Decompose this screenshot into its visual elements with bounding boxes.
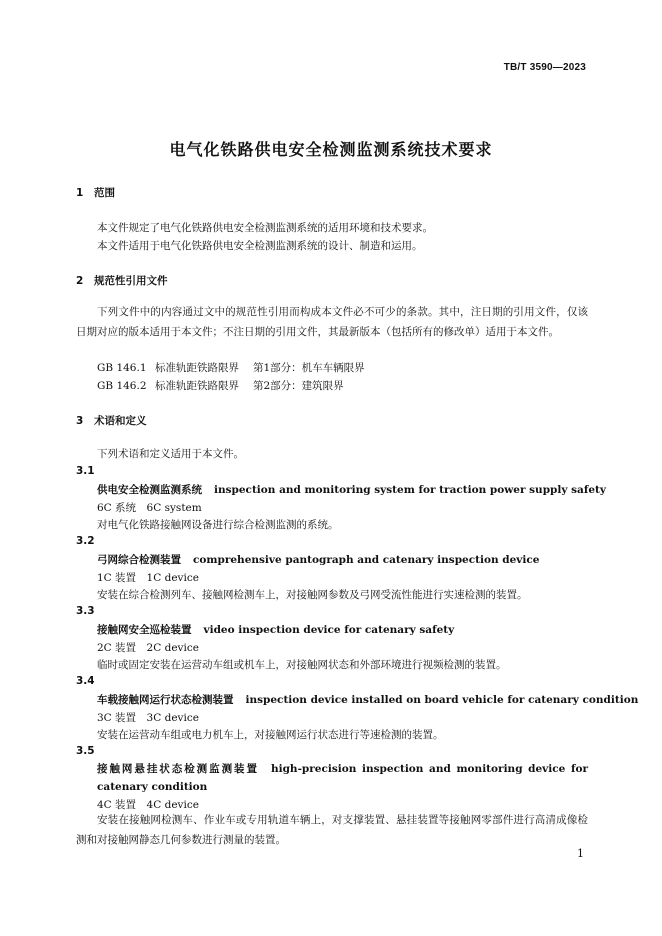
reference-code: GB 146.1	[97, 362, 147, 374]
reference-title: 标准轨距铁路限界	[155, 380, 239, 392]
term-cn: 接触网悬挂状态检测监测装置	[97, 763, 259, 775]
term-en: high-precision inspection and monitoring device for catenary condition	[97, 763, 588, 793]
term-abbreviation: 3C 装置 3C device	[97, 712, 199, 724]
section-title: 规范性引用文件	[94, 275, 168, 287]
term-heading	[97, 692, 638, 707]
document-title: 电气化铁路供电安全检测监测系统技术要求	[169, 140, 493, 159]
scope-paragraph: 本文件适用于电气化铁路供电安全检测监测系统的设计、制造和运用。	[97, 240, 423, 252]
term-definition: 安装在接触网检测车、作业车或专用轨道车辆上，对支撑装置、悬挂装置等接触网零部件进行高清成像检测和对接触网静态几何参数进行测量的装置。	[76, 814, 588, 846]
terms-intro: 下列术语和定义适用于本文件。	[97, 448, 244, 460]
term-cn: 弓网综合检测装置	[97, 554, 181, 566]
normative-intro: 下列文件中的内容通过文中的规范性引用而构成本文件必不可少的条款。其中，注日期的引用文件，仅该日期对应的版本适用于本文件；不注日期的引用文件，其最新版本（包括所有的修改单）适用于本文件。	[76, 306, 588, 338]
term-heading	[97, 552, 539, 567]
section-number: 3	[76, 415, 84, 427]
term-number: 3.1	[76, 465, 95, 477]
term-cn: 车载接触网运行状态检测装置	[97, 694, 234, 706]
section-1-heading	[76, 185, 115, 200]
term-heading	[97, 622, 454, 637]
page-number: 1	[577, 847, 584, 860]
section-2-heading	[76, 273, 168, 288]
reference-item	[97, 360, 365, 375]
term-abbreviation: 4C 装置 4C device	[97, 799, 199, 811]
reference-part: 第2部分：建筑限界	[253, 380, 344, 392]
term-abbreviation: 2C 装置 2C device	[97, 642, 199, 654]
term-definition: 对电气化铁路接触网设备进行综合检测监测的系统。	[97, 519, 339, 531]
section-number: 1	[76, 187, 84, 199]
term-en: video inspection device for catenary safety	[203, 624, 455, 636]
reference-code: GB 146.2	[97, 380, 147, 392]
term-en: comprehensive pantograph and catenary inspection device	[193, 554, 540, 566]
term-abbreviation: 6C 系统 6C system	[97, 502, 202, 514]
term-heading	[97, 760, 588, 796]
term-number: 3.3	[76, 605, 95, 617]
scope-paragraph: 本文件规定了电气化铁路供电安全检测监测系统的适用环境和技术要求。	[97, 222, 433, 234]
section-number: 2	[76, 275, 84, 287]
term-en: inspection device installed on board vehicle for catenary condition	[245, 694, 639, 706]
term-cn: 供电安全检测监测系统	[97, 484, 202, 496]
reference-title: 标准轨距铁路限界	[155, 362, 239, 374]
standard-number: TB/T 3590—2023	[503, 62, 586, 73]
term-number: 3.2	[76, 535, 95, 547]
section-title: 范围	[94, 187, 115, 199]
term-number: 3.5	[76, 745, 95, 757]
term-abbreviation: 1C 装置 1C device	[97, 572, 199, 584]
term-cn: 接触网安全巡检装置	[97, 624, 192, 636]
term-definition: 安装在综合检测列车、接触网检测车上，对接触网参数及弓网受流性能进行实速检测的装置。	[97, 589, 528, 601]
reference-item	[97, 378, 344, 393]
term-en: inspection and monitoring system for traction power supply safety	[214, 484, 606, 496]
section-title: 术语和定义	[94, 415, 147, 427]
term-heading	[97, 482, 606, 497]
term-definition: 安装在运营动车组或电力机车上，对接触网运行状态进行等速检测的装置。	[97, 729, 444, 741]
term-number: 3.4	[76, 675, 95, 687]
reference-part: 第1部分：机车车辆限界	[253, 362, 365, 374]
term-definition: 临时或固定安装在运营动车组或机车上，对接触网状态和外部环境进行视频检测的装置。	[97, 659, 507, 671]
section-3-heading	[76, 413, 147, 428]
